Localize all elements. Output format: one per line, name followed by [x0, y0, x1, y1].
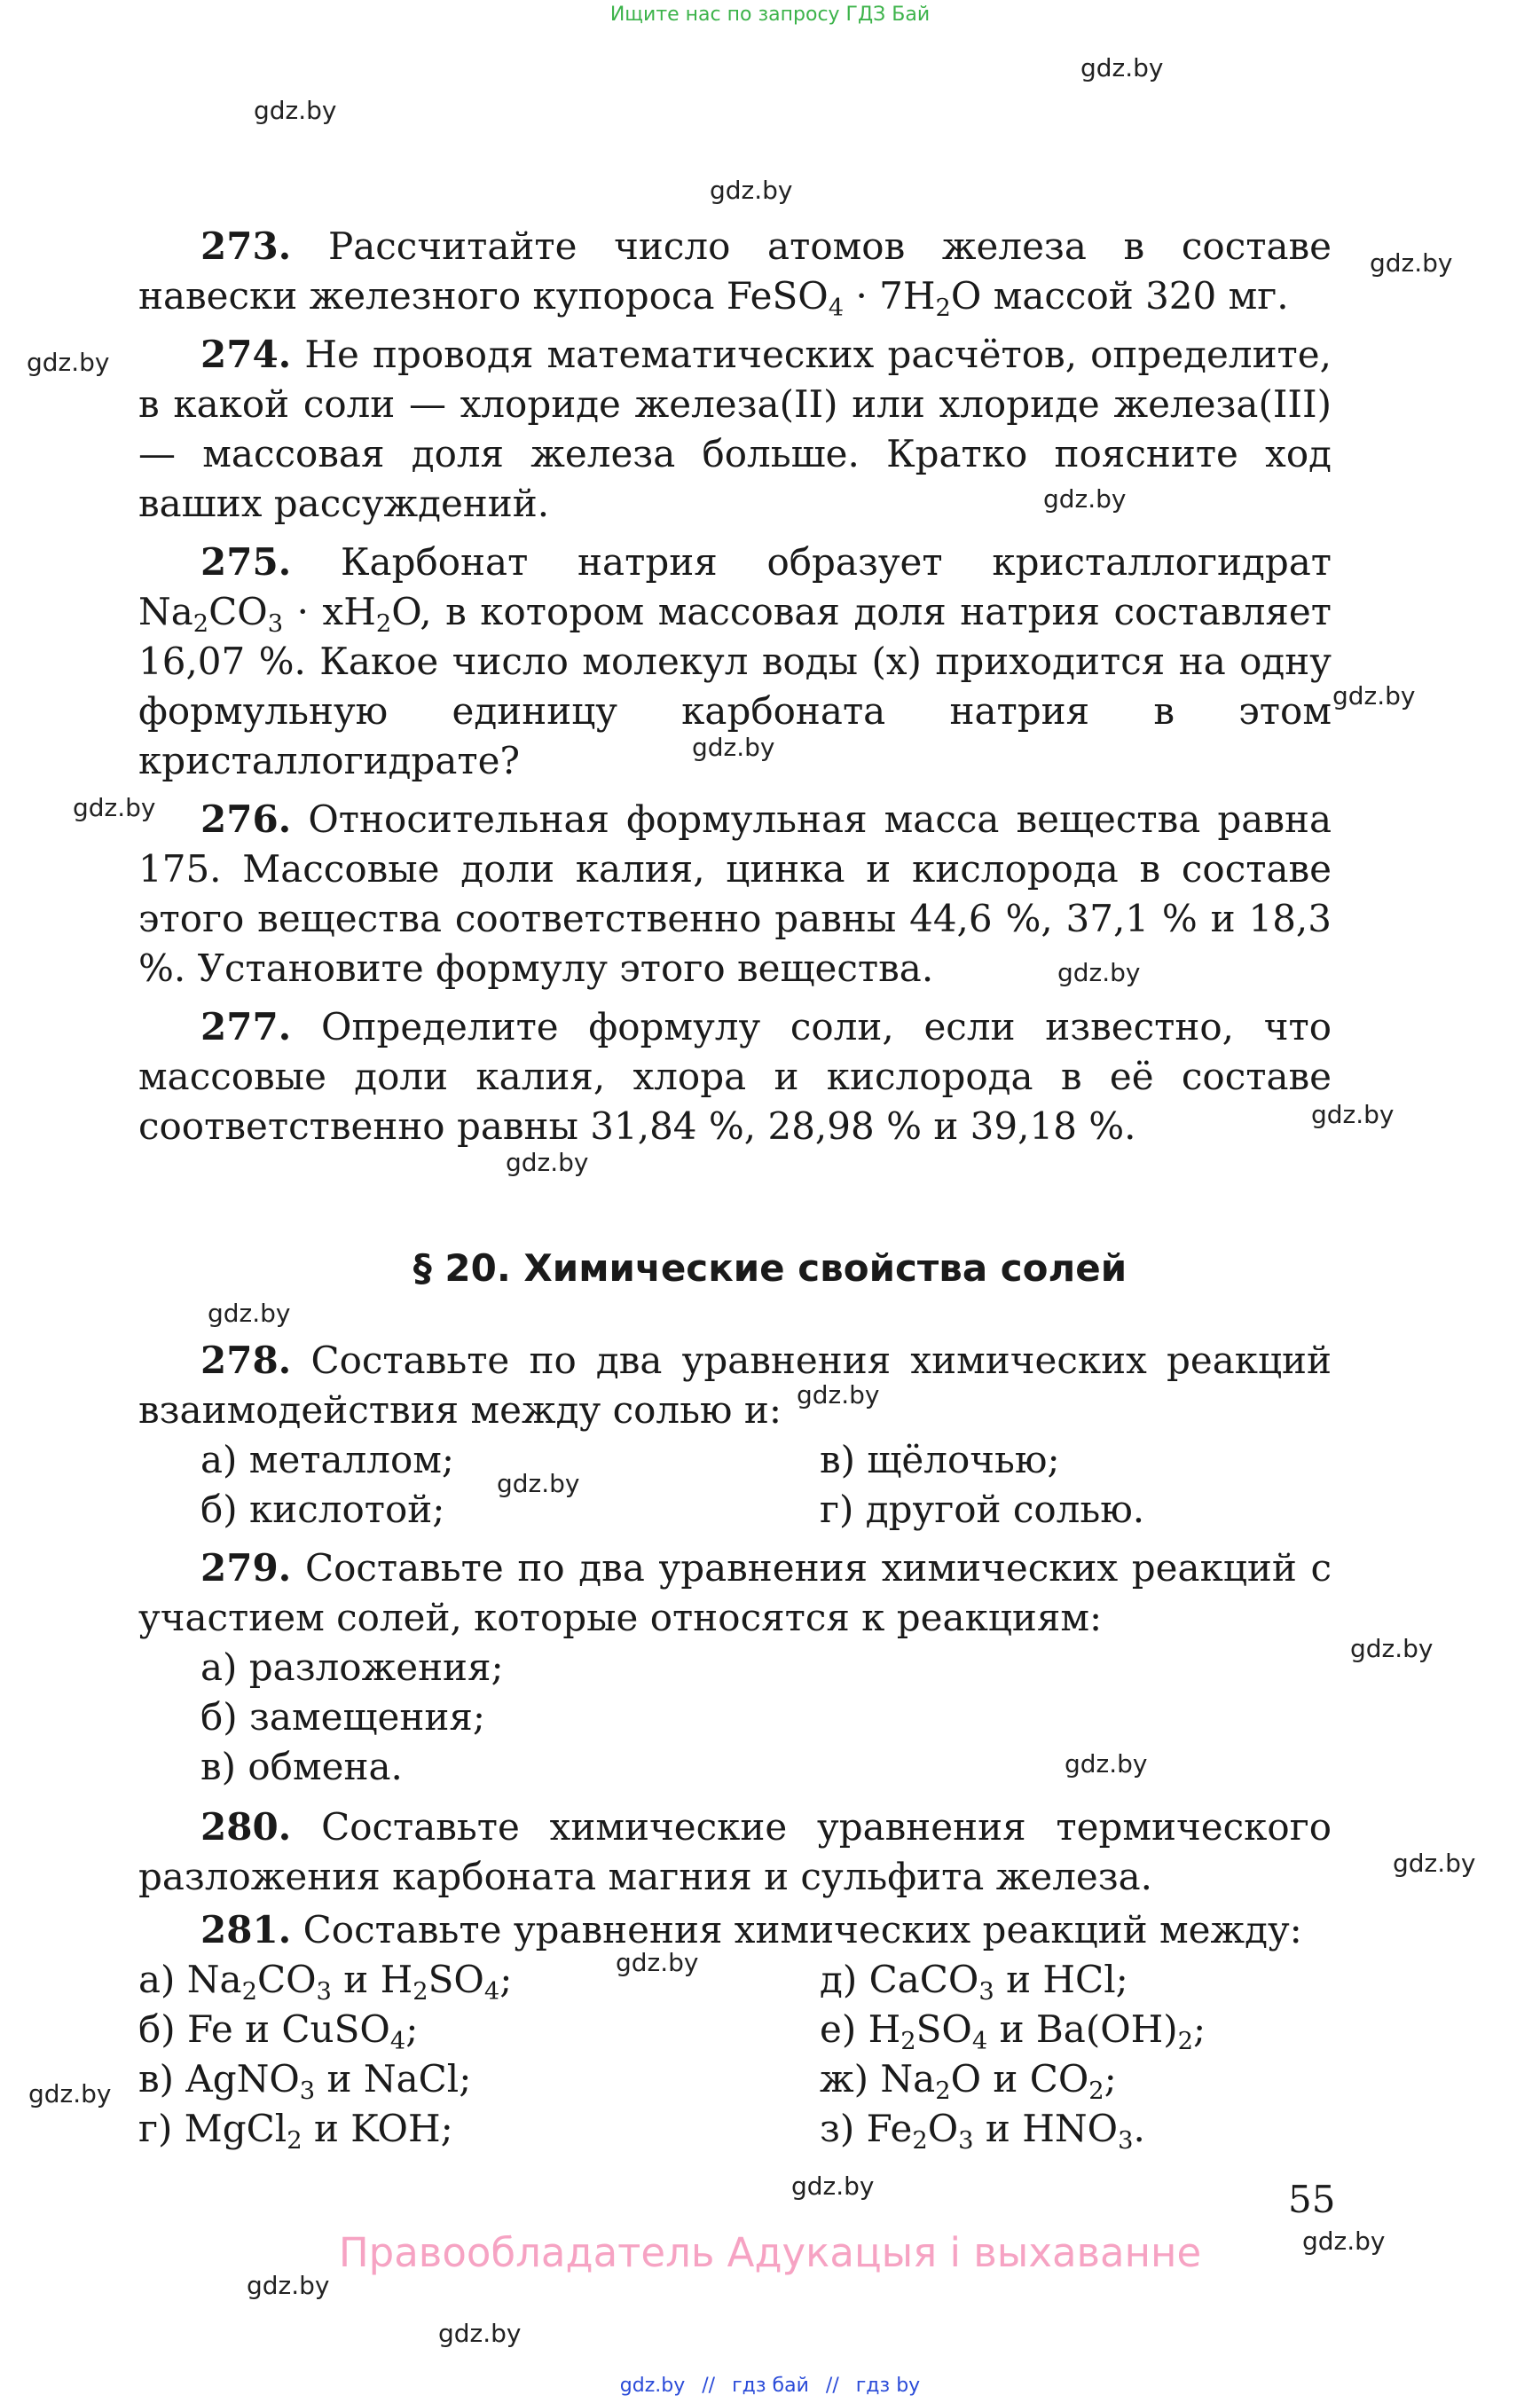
top-link[interactable]: Ищите нас по запросу ГДЗ Бай — [609, 4, 931, 26]
problem-275 — [138, 538, 1332, 786]
option-a: а) разложения; — [200, 1645, 504, 1689]
problem-273 — [138, 222, 1332, 321]
subscript: 2 — [192, 610, 209, 639]
option-v: в) AgNO$_3$ и NaCl; — [138, 2057, 472, 2106]
option-v: в) щёлочью; — [820, 1438, 1060, 1481]
watermark: gdz.by — [1065, 1749, 1148, 1779]
option-b: б) Fe и CuSO$_4$; — [138, 2007, 419, 2056]
problem-text: CO — [208, 590, 268, 633]
watermark: gdz.by — [506, 1148, 589, 1177]
watermark: gdz.by — [791, 2171, 875, 2201]
watermark: gdz.by — [254, 96, 337, 125]
problem-text: O массой 320 мг. — [950, 274, 1289, 318]
problem-276 — [138, 795, 1332, 993]
separator: // — [702, 2375, 716, 2397]
problem-text: Не проводя математических расчётов, определите, в какой соли — хлориде железа(II) или хлориде железа(III) — массовая доля железа больше. Кратко поясните ход ваших рассуждений. — [138, 333, 1332, 525]
problem-281 — [138, 1905, 1332, 1955]
problem-number: 278. — [200, 1339, 292, 1382]
problem-number: 277. — [200, 1005, 292, 1048]
watermark: gdz.by — [1302, 2226, 1386, 2256]
problem-text: Составьте химические уравнения термического разложения карбоната магния и сульфита железа. — [138, 1805, 1332, 1898]
problem-number: 275. — [200, 540, 292, 584]
watermark: gdz.by — [1393, 1849, 1476, 1878]
bottom-links — [0, 2375, 1540, 2397]
watermark: gdz.by — [73, 793, 156, 822]
option-v: в) обмена. — [200, 1745, 403, 1788]
problem-279 — [138, 1543, 1332, 1643]
problem-number: 279. — [200, 1546, 292, 1590]
option-g: г) другой солью. — [820, 1488, 1145, 1531]
problem-277 — [138, 1002, 1332, 1151]
watermark: gdz.by — [797, 1380, 880, 1410]
subscript: 2 — [935, 294, 951, 323]
subscript: 4 — [828, 294, 845, 323]
problem-text: Относительная формульная масса вещества равна 175. Массовые доли калия, цинка и кислорода в составе этого вещества соответственно равны 44,6 %, 37,1 % и 18,3 %. Установите формулу этого вещества. — [138, 797, 1332, 990]
option-z: з) $Fe_2O_3$ и $HNO_3$. — [820, 2107, 1145, 2156]
problem-text: Определите формулу соли, если известно, что массовые доли калия, хлора и кислорода в её составе соответственно равны 31,84 %, 28,98 % и 39,18 %. — [138, 1005, 1332, 1148]
link-gdz-by-ru[interactable]: гдз by — [855, 2375, 921, 2397]
problem-text: · xH — [283, 590, 376, 633]
watermark: gdz.by — [497, 1469, 580, 1498]
problem-text: Составьте по два уравнения химических реакций с участием солей, которые относятся к реакциям: — [138, 1546, 1332, 1639]
problem-274 — [138, 330, 1332, 529]
watermark: gdz.by — [28, 2079, 112, 2109]
watermark: gdz.by — [1080, 53, 1164, 82]
problem-number: 280. — [200, 1805, 292, 1849]
link-gdz-bai[interactable]: гдз бай — [732, 2375, 809, 2397]
watermark: gdz.by — [208, 1299, 291, 1328]
problem-278 — [138, 1336, 1332, 1435]
problem-number: 281. — [200, 1908, 292, 1951]
problem-number: 276. — [200, 797, 292, 841]
option-zh: ж) $Na_2O$ и $CO_2$; — [820, 2057, 1117, 2106]
option-e: е) $H_2SO_4$ и $Ba(OH)_2$; — [820, 2007, 1206, 2056]
option-a: а) $Na_2CO_3$ и $H_2SO_4$; — [138, 1958, 513, 2006]
link-gdz-by[interactable]: gdz.by — [619, 2375, 686, 2397]
problem-text: Составьте уравнения химических реакций между: — [302, 1908, 1302, 1951]
separator: // — [825, 2375, 839, 2397]
watermark: gdz.by — [616, 1948, 699, 1977]
watermark: gdz.by — [1043, 484, 1127, 514]
copyright-footer: Правообладатель Адукацыя і выхаванне — [338, 2229, 1202, 2276]
subscript: 2 — [375, 610, 392, 639]
problem-text: · 7H — [844, 274, 936, 318]
section-title: § 20. Химические свойства солей — [412, 1246, 1128, 1290]
problem-number: 274. — [200, 333, 292, 376]
problem-text: O, в котором массовая доля натрия составляет 16,07 %. Какое число молекул воды (x) приходится на одну формульную единицу карбоната натрия в этом кристаллогидрате? — [138, 590, 1332, 782]
subscript: 3 — [267, 610, 284, 639]
problem-text: Рассчитайте число атомов железа в составе навески железного купороса FeSO — [138, 224, 1332, 318]
option-b: б) кислотой; — [200, 1488, 445, 1531]
problem-text: Карбонат натрия образует кристаллогидрат Na — [138, 540, 1332, 633]
watermark: gdz.by — [710, 176, 793, 205]
watermark: gdz.by — [247, 2271, 330, 2300]
watermark: gdz.by — [692, 733, 775, 762]
page-number: 55 — [1288, 2178, 1336, 2221]
watermark: gdz.by — [1350, 1634, 1434, 1663]
problem-number: 273. — [200, 224, 292, 268]
watermark: gdz.by — [438, 2319, 522, 2348]
watermark: gdz.by — [1057, 958, 1141, 987]
option-d: д) CaCO$_3$ и HCl; — [820, 1958, 1128, 2006]
option-b: б) замещения; — [200, 1695, 486, 1739]
problem-280 — [138, 1802, 1332, 1902]
watermark: gdz.by — [1311, 1100, 1395, 1129]
problem-text: Составьте по два уравнения химических реакций взаимодействия между солью и: — [138, 1339, 1332, 1432]
watermark: gdz.by — [27, 348, 110, 377]
option-g: г) MgCl$_2$ и KOH; — [138, 2107, 453, 2156]
watermark: gdz.by — [1332, 681, 1416, 711]
option-a: а) металлом; — [200, 1438, 455, 1481]
watermark: gdz.by — [1370, 248, 1453, 278]
